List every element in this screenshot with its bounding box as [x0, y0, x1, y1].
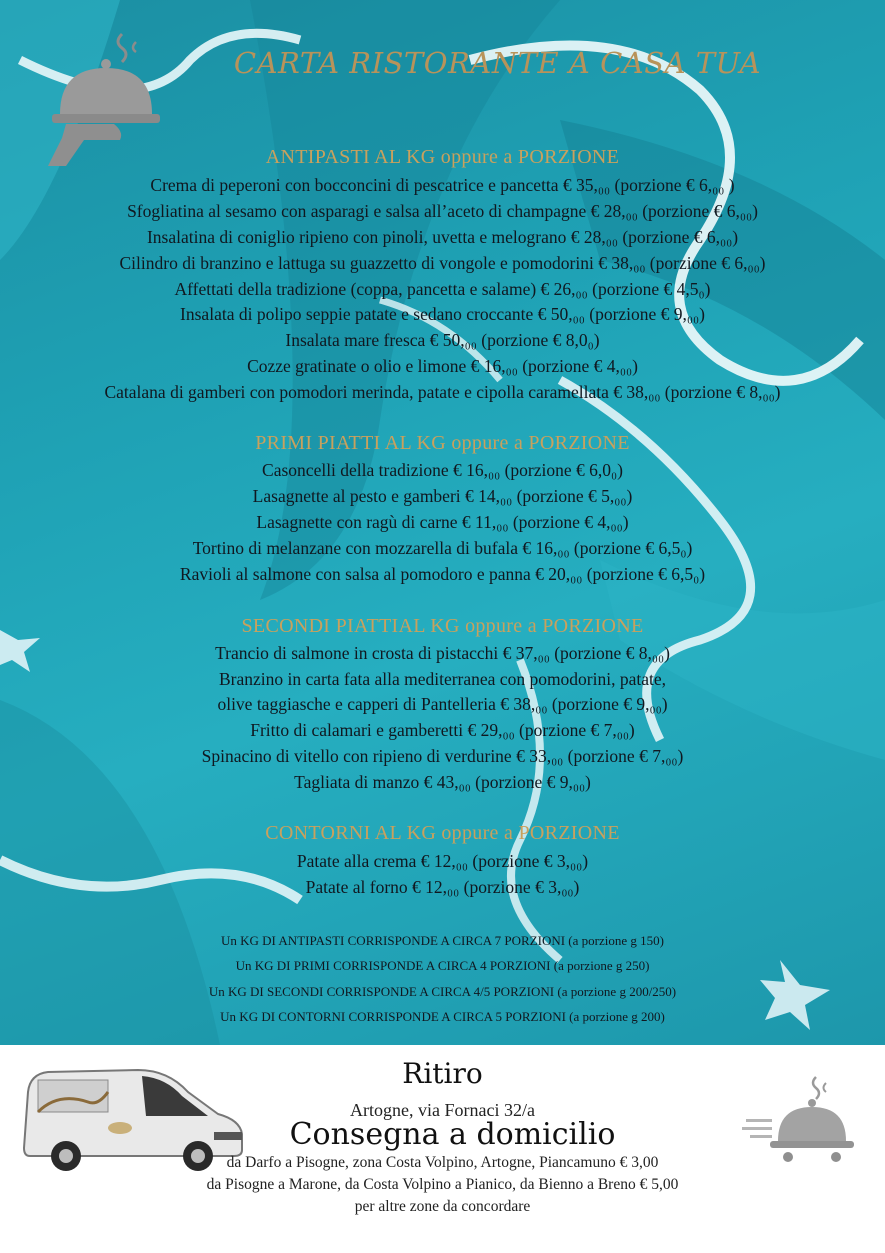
portion-note: Un KG DI CONTORNI CORRISPONDE A CIRCA 5 PORZIONI (a porzione g 200) [220, 1009, 665, 1024]
menu-item: Insalata mare fresca € 50,₀₀ (porzione € 8,0₀) [285, 330, 600, 350]
ritiro-title: Ritiro [402, 1057, 483, 1090]
menu-item: Lasagnette con ragù di carne € 11,₀₀ (porzione € 4,₀₀) [256, 512, 629, 532]
delivery-zone-line: da Darfo a Pisogne, zona Costa Volpino, Artogne, Piancamuno € 3,00 [226, 1154, 659, 1171]
menu-item: Casoncelli della tradizione € 16,₀₀ (porzione € 6,0₀) [262, 460, 623, 480]
menu-item: Cilindro di branzino e lattuga su guazzetto di vongole e pomodorini € 38,₀₀ (porzione € 6,₀₀) [119, 253, 766, 273]
portion-note: Un KG DI ANTIPASTI CORRISPONDE A CIRCA 7 PORZIONI (a porzione g 150) [221, 933, 664, 948]
delivery-zone-line: per altre zone da concordare [354, 1198, 531, 1215]
menu-item: Sfogliatina al sesamo con asparagi e salsa all’aceto di champagne € 28,₀₀ (porzione € 6,₀₀) [127, 201, 758, 221]
serving-cloche-speed-icon [742, 1075, 862, 1170]
menu-item: Patate al forno € 12,₀₀ (porzione € 3,₀₀) [305, 877, 580, 897]
delivery-zone-line: da Pisogne a Marone, da Costa Volpino a Pianico, da Bienno a Breno € 5,00 [206, 1176, 679, 1193]
menu-item: Ravioli al salmone con salsa al pomodoro e panna € 20,₀₀ (porzione € 6,5₀) [179, 564, 706, 584]
menu-title: CARTA RISTORANTE A CASA TUA [233, 46, 762, 80]
menu-item: olive taggiasche e capperi di Pantelleria € 38,₀₀ (porzione € 9,₀₀) [217, 694, 668, 714]
consegna-title: Consegna a domicilio [289, 1117, 616, 1152]
menu-item: Lasagnette al pesto e gamberi € 14,₀₀ (porzione € 5,₀₀) [252, 486, 633, 506]
menu-item: Crema di peperoni con bocconcini di pescatrice e pancetta € 35,₀₀ (porzione € 6,₀₀ ) [150, 175, 735, 195]
section-title-secondi: SECONDI PIATTIAL KG oppure a PORZIONE [241, 615, 644, 637]
menu-item: Catalana di gamberi con pomodori merinda, patate e cipolla caramellata € 38,₀₀ (porzione € 8,₀₀) [104, 382, 781, 402]
menu-item: Spinacino di vitello con ripieno di verdurine € 33,₀₀ (porzione € 7,₀₀) [201, 746, 684, 766]
menu-item: Insalatina di coniglio ripieno con pinoli, uvetta e melograno € 28,₀₀ (porzione € 6,₀₀) [146, 227, 739, 247]
section-title-contorni: CONTORNI AL KG oppure a PORZIONE [265, 822, 620, 844]
menu-item: Tortino di melanzane con mozzarella di bufala € 16,₀₀ (porzione € 6,5₀) [192, 538, 693, 558]
menu-item: Insalata di polipo seppie patate e sedano croccante € 50,₀₀ (porzione € 9,₀₀) [180, 304, 705, 324]
menu-item: Tagliata di manzo € 43,₀₀ (porzione € 9,₀₀) [294, 772, 591, 792]
menu-item: Branzino in carta fata alla mediterranea con pomodorini, patate, [218, 669, 667, 689]
portion-note: Un KG DI SECONDI CORRISPONDE A CIRCA 4/5 PORZIONI (a porzione g 200/250) [208, 984, 677, 999]
menu-item: Patate alla crema € 12,₀₀ (porzione € 3,₀₀) [296, 851, 589, 871]
menu-item: Cozze gratinate o olio e limone € 16,₀₀ (porzione € 4,₀₀) [247, 356, 638, 376]
menu-item: Affettati della tradizione (coppa, pancetta e salame) € 26,₀₀ (porzione € 4,5₀) [174, 279, 711, 299]
portion-note: Un KG DI PRIMI CORRISPONDE A CIRCA 4 PORZIONI (a porzione g 250) [235, 958, 650, 973]
ritiro-address: Artogne, via Fornaci 32/a [350, 1100, 535, 1120]
section-title-primi: PRIMI PIATTI AL KG oppure a PORZIONE [255, 432, 630, 454]
menu-item: Fritto di calamari e gamberetti € 29,₀₀ (porzione € 7,₀₀) [250, 720, 635, 740]
menu-item: Trancio di salmone in crosta di pistacchi € 37,₀₀ (porzione € 8,₀₀) [215, 643, 670, 663]
section-title-antipasti: ANTIPASTI AL KG oppure a PORZIONE [265, 146, 620, 168]
